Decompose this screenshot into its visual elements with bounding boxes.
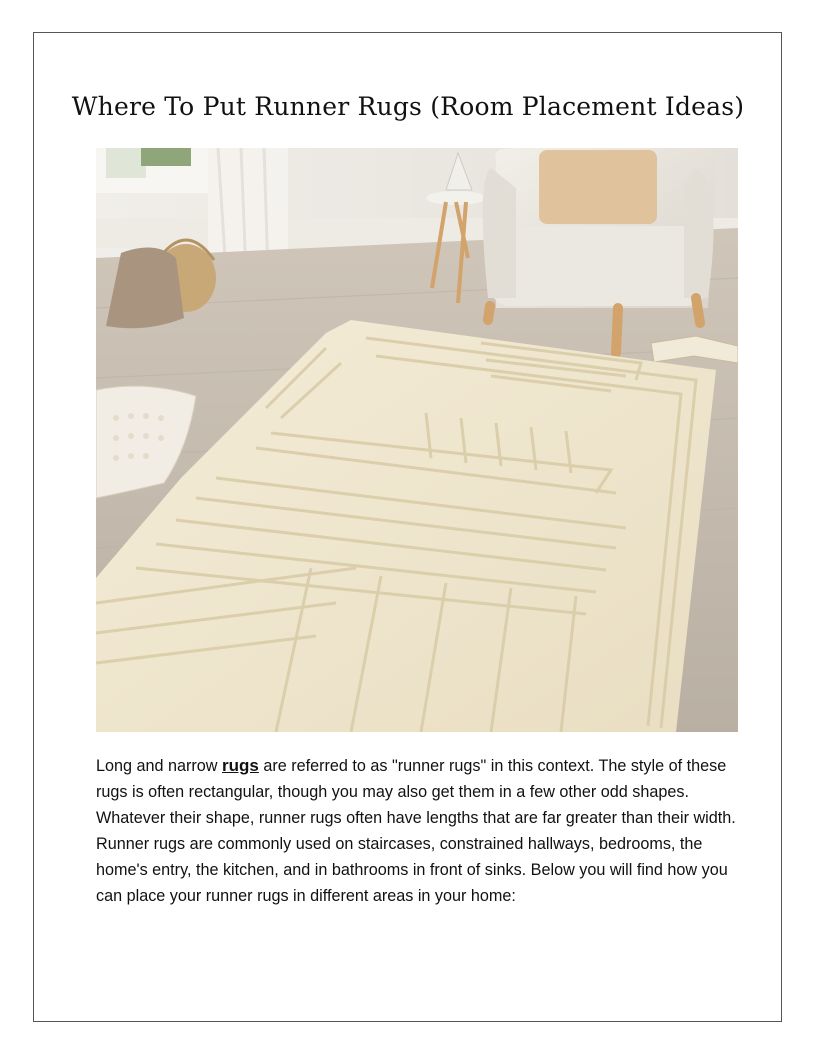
intro-paragraph — [96, 753, 736, 909]
rugs-link[interactable]: rugs — [222, 756, 259, 775]
intro-text-start: Long and narrow — [96, 757, 222, 775]
rug-room-photo — [96, 148, 738, 732]
intro-text-rest: are referred to as "runner rugs" in this context. The style of these rugs is often rectangular, though you may also get them in a few other odd shapes. Whatever their shape, runner rugs often have lengths that are far greater than their width. Runner rugs are commonly used on staircases, constrained hallways, bedrooms, the home's entry, the kitchen, and in bathrooms in front of sinks. Below you will find how you can place your runner rugs in different areas in your home: — [96, 757, 736, 905]
cushion — [539, 150, 657, 224]
page-title: Where To Put Runner Rugs (Room Placement Ideas) — [71, 92, 745, 121]
